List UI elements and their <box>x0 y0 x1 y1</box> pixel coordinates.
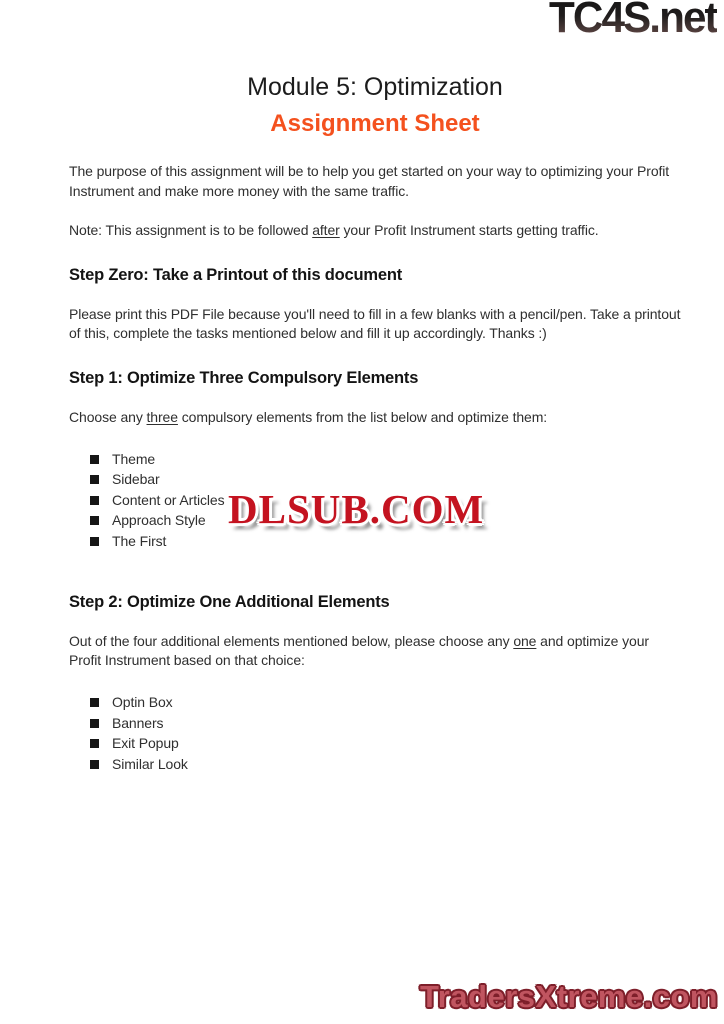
tradersxtreme-watermark: TradersXtreme.com <box>420 979 718 1014</box>
page-subtitle: Assignment Sheet <box>270 110 480 137</box>
document-content <box>69 0 681 775</box>
step-zero-paragraph: Please print this PDF File because you'll need to fill in a few blanks with a pencil/pen. Take a printout of this, complete the tasks mentioned below and fill it up accordingly. Thanks :) <box>69 305 681 341</box>
list-item-label: The First <box>112 532 167 549</box>
list-item <box>90 713 681 734</box>
list-item-label: Similar Look <box>112 755 188 772</box>
step-one-intro <box>69 408 681 428</box>
square-bullet-icon <box>90 475 99 484</box>
square-bullet-icon <box>90 537 99 546</box>
step-two-heading: Step 2: Optimize One Additional Elements <box>69 592 390 611</box>
step-two-intro-post: and optimize your Profit Instrument based on that choice: <box>69 632 649 668</box>
list-item-label: Approach Style <box>112 512 206 528</box>
step-two-intro-pre: Out of the four additional elements mentioned below, please choose any <box>69 632 514 649</box>
square-bullet-icon <box>90 455 99 464</box>
step-one-intro-post: compulsory elements from the list below and optimize them: <box>177 408 548 425</box>
dlsub-watermark: DLSUB.COM <box>228 486 485 532</box>
note-underlined-word: after <box>312 222 340 238</box>
step-two-underlined-word: one <box>513 632 537 649</box>
list-item <box>90 693 681 714</box>
note-text-pre: Note: This assignment is to be followed <box>69 222 313 238</box>
list-item-label: Optin Box <box>112 694 173 710</box>
list-item-label: Theme <box>112 450 156 467</box>
tc4s-watermark-logo: TC4S.net <box>549 0 717 42</box>
note-paragraph <box>69 221 681 241</box>
list-item-label: Sidebar <box>112 471 160 487</box>
step-two-intro <box>69 632 681 671</box>
step-one-underlined-word: three <box>146 408 178 425</box>
list-item-label: Exit Popup <box>112 735 179 751</box>
square-bullet-icon <box>90 719 99 728</box>
square-bullet-icon <box>90 516 99 525</box>
intro-paragraph: The purpose of this assignment will be to help you get started on your way to optimizing your Profit Instrument and make more money with the same traffic. <box>69 163 670 199</box>
step-two-list <box>69 693 681 775</box>
square-bullet-icon <box>90 496 99 505</box>
square-bullet-icon <box>90 739 99 748</box>
list-item-label: Banners <box>112 714 164 731</box>
list-item-label: Content or Articles <box>112 491 225 508</box>
note-text-post: your Profit Instrument starts getting traffic. <box>339 222 599 238</box>
step-one-intro-pre: Choose any <box>69 408 147 425</box>
list-item <box>90 734 681 755</box>
list-item <box>90 754 681 775</box>
list-item <box>90 531 681 552</box>
list-item <box>90 449 681 470</box>
square-bullet-icon <box>90 760 99 769</box>
step-zero-heading: Step Zero: Take a Printout of this document <box>69 265 403 284</box>
page-title: Module 5: Optimization <box>247 73 503 101</box>
step-one-heading: Step 1: Optimize Three Compulsory Elements <box>69 368 419 387</box>
square-bullet-icon <box>90 698 99 707</box>
